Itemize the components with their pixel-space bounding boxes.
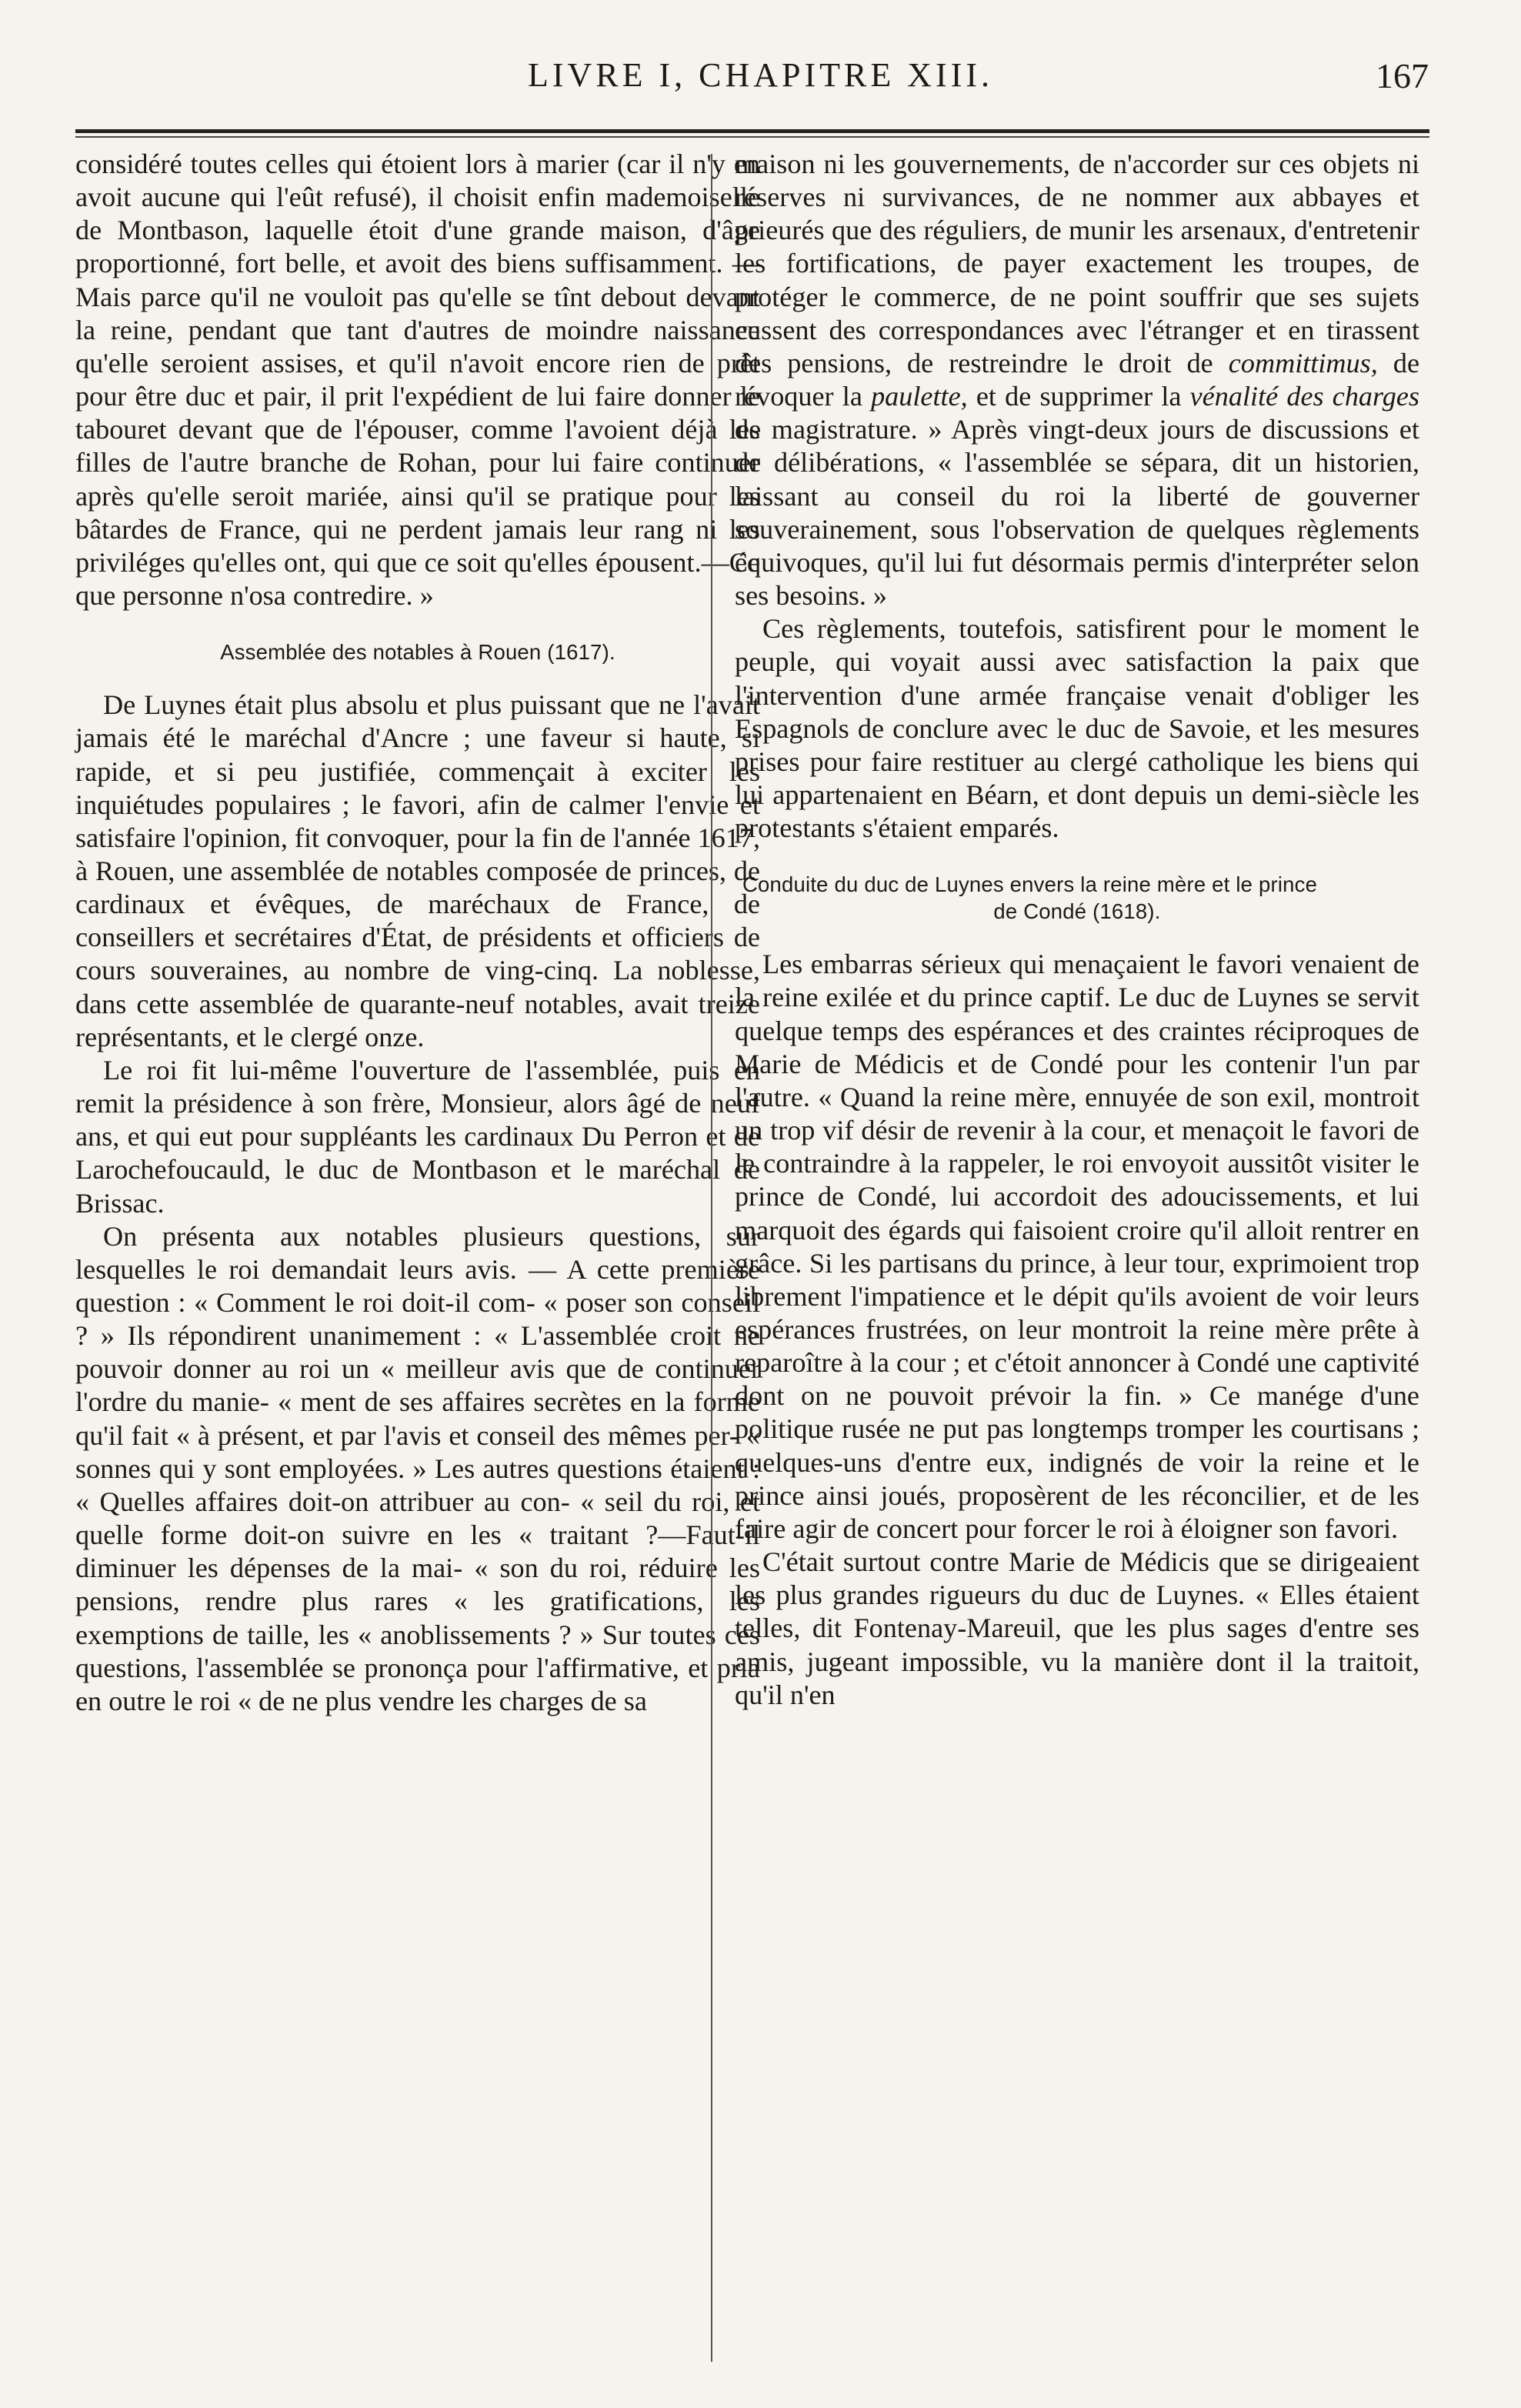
text-run: de magistrature. » Après vingt-deux jours de discussions et de délibérations, « l'assemblée se sépara, dit un historien, laissant au conseil du roi la liberté de gouverner souverainement, sous l'observation de quelques règlements équivoques, qu'il lui fut désormais permis d'interpréter selon ses besoins. » [735,414,1419,612]
column-divider [711,154,712,2362]
paragraph: De Luynes était plus absolu et plus puissant que ne l'avait jamais été le maréchal d'Ancre ; une faveur si haute, si rapide, et si peu justifiée, commençait à exciter les inquiétudes populaires ; le favori, afin de calmer l'envie et satisfaire l'opinion, fit convoquer, pour la fin de l'année 1617, à Rouen, une assemblée de notables composée de princes, de cardinaux et évêques, de maréchaux de France, de conseillers et secrétaires d'État, de présidents et officiers de cours souveraines, au nombre de ving-cinq. La noblesse, dans cette assemblée de quarante-neuf notables, avait treize représentants, et le clergé onze. [75,689,760,1052]
text-run: maison ni les gouvernements, de n'accorder sur ces objets ni réserves ni survivances, de ne nommer aux abbayes et prieurés que des réguliers, de munir les arsenaux, d'entretenir les fortifications, de payer exactement les troupes, de protéger le commerce, de ne point souffrir que ses sujets eussent des correspondances avec l'étranger et en tirassent des pensions, de restreindre le droit de [735,148,1419,379]
text-run: et de supprimer la [967,381,1190,412]
left-column [75,148,760,1718]
right-column [735,148,1419,1712]
italic-term: committimus, [1228,347,1378,379]
paragraph: considéré toutes celles qui étoient lors à marier (car il n'y en avoit aucune qui l'eût refusé), il choisit enfin mademoiselle de Montbason, laquelle étoit d'une grande maison, d'âge proportionné, fort belle, et avoit des biens suffisamment. — Mais parce qu'il ne vouloit pas qu'elle se tînt debout devant la reine, pendant que tant d'autres de moindre naissance qu'elle seroient assises, et qu'il n'avoit encore rien de prêt pour être duc et pair, il prit l'expédient de lui faire donner le tabouret devant que de l'épouser, comme l'avoient déjà les filles de l'autre branche de Rohan, pour lui faire continuer après qu'elle seroit mariée, ainsi qu'il se pratique pour les bâtardes de France, qui ne perdent jamais leur rang ni les priviléges qu'elles ont, qui que ce soit qu'elles épousent.—Ce que personne n'osa contredire. » [75,148,760,612]
heading-line: Conduite du duc de Luynes envers la reine mère et le prince [742,872,1318,897]
section-heading: Assemblée des notables à Rouen (1617). [220,640,615,665]
running-title: LIVRE I, CHAPITRE XIII. [527,56,994,94]
italic-term: vénalité des charges [1189,381,1419,412]
paragraph: Le roi fit lui-même l'ouverture de l'assemblée, puis en remit la présidence à son frère, Monsieur, alors âgé de neuf ans, et qui eut pour suppléants les cardinaux Du Perron et de Larochefoucauld, le duc de Montbason et le maréchal de Brissac. [75,1054,760,1219]
header-rule [75,129,1429,138]
paragraph [735,148,1419,612]
paragraph: On présenta aux notables plusieurs questions, sur lesquelles le roi demandait leurs avis. — A cette première question : « Comment le roi doit-il com- « poser son conseil ? » Ils répondirent unanimement : « L'assemblée croit ne pouvoir donner au roi un « meilleur avis que de continuer l'ordre du manie- « ment de ses affaires secrètes en la forme qu'il fait « à présent, et par l'avis et conseil des mêmes per- « sonnes qui y sont employées. » Les autres questions étaient : « Quelles affaires doit-on attribuer au con- « seil du roi, et quelle forme doit-on suivre en les « traitant ?—Faut-il diminuer les dépenses de la mai- « son du roi, réduire les pensions, rendre plus rares « les gratifications, les exemptions de taille, les « anoblissements ? » Sur toutes ces questions, l'assemblée se prononça pour l'affirmative, et pria en outre le roi « de ne plus vendre les charges de sa [75,1220,760,1716]
text-run: de révoquer la [735,347,1420,412]
running-header [0,55,1521,109]
paragraph: Ces règlements, toutefois, satisfirent pour le moment le peuple, qui voyait aussi avec satisfaction la paix que l'intervention d'une armée française venait d'obliger les Espagnols de conclure avec le duc de Savoie, et les mesures prises pour faire restituer au clergé catholique les biens qui lui appartenaient en Béarn, et dont depuis un demi-siècle les protestants s'étaient emparés. [735,613,1419,844]
section-heading [735,871,1419,925]
paragraph: Les embarras sérieux qui menaçaient le favori venaient de la reine exilée et du prince captif. Le duc de Luynes se servit quelque temps des espérances et des craintes réciproques de Marie de Médicis et de Condé pour les contenir l'un par l'autre. « Quand la reine mère, ennuyée de son exil, montroit un trop vif désir de revenir à la cour, et menaçoit le favori de le contraindre à la rappeler, le roi envoyoit aussitôt visiter le prince de Condé, lui accordoit des adoucissements, et lui marquoit des égards qui faisoient croire qu'il alloit rentrer en grâce. Si les partisans du prince, à leur tour, exprimoient trop librement l'impatience et le dépit qu'ils avoient de voir leurs espérances frustrées, on leur montroit la reine mère prête à reparoître à la cour ; et c'étoit annoncer à Condé une captivité dont on ne pouvoit prévoir la fin. » Ce manége d'une politique rusée ne put pas longtemps tromper les courtisans ; quelques-uns d'entre eux, indignés de voir la reine et le prince ainsi joués, proposèrent de les réconcilier, et de les faire agir de concert pour forcer le roi à éloigner son favori. [735,949,1419,1544]
italic-term: paulette, [871,381,968,412]
page-number: 167 [1376,56,1429,95]
paragraph: C'était surtout contre Marie de Médicis que se dirigeaient les plus grandes rigueurs du duc de Luynes. « Elles étaient telles, dit Fontenay-Mareuil, que les plus sages d'entre ses amis, jugeant impossible, vu la manière dont il la traitoit, qu'il n'en [735,1546,1419,1710]
heading-line: de Condé (1618). [993,899,1161,924]
